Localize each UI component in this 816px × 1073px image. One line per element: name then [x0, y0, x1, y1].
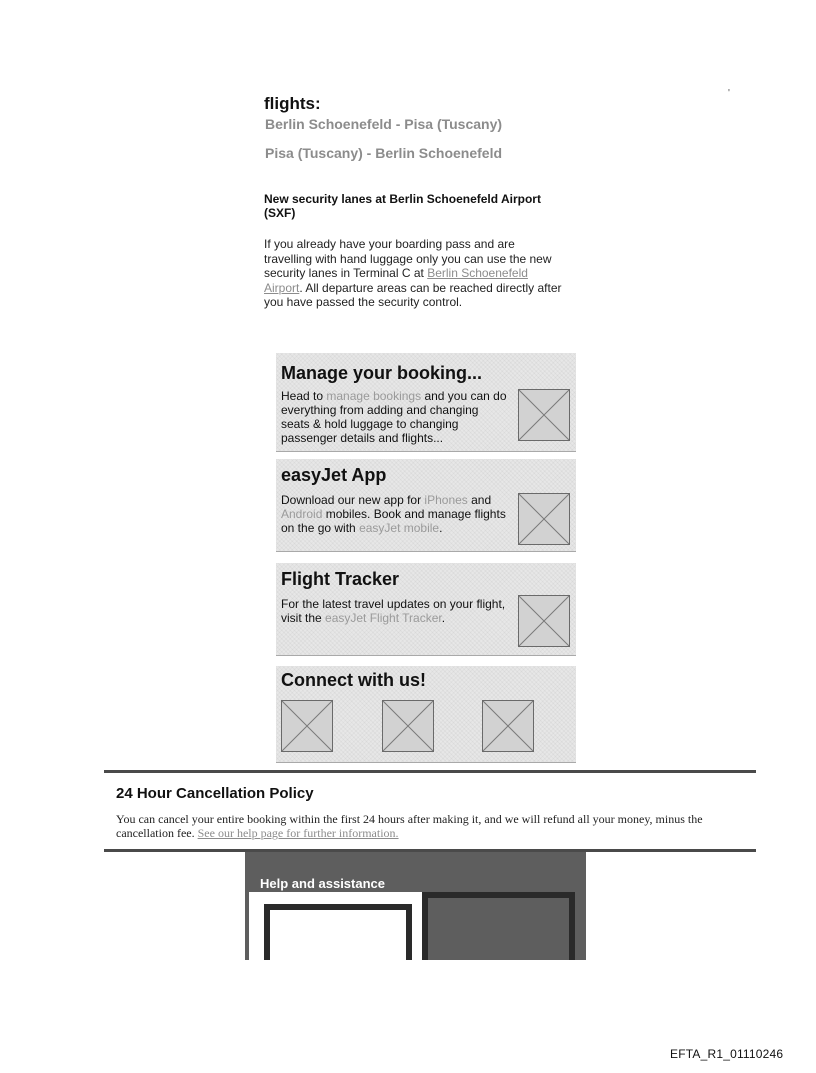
- flight-tracker-panel: [276, 563, 576, 656]
- flight-tracker-title: Flight Tracker: [281, 569, 400, 589]
- tracker-text-2: .: [441, 611, 446, 625]
- social-link-placeholder-icon[interactable]: [382, 700, 434, 752]
- iphones-link[interactable]: iPhones: [424, 493, 468, 507]
- document-id: EFTA_R1_01110246: [670, 1047, 784, 1061]
- cancellation-body: [116, 812, 744, 840]
- connect-title: Connect with us!: [281, 670, 426, 690]
- broken-image-placeholder-icon: [518, 389, 570, 441]
- airport-link[interactable]: Berlin Schoenefeld Airport: [264, 266, 528, 295]
- security-title: New security lanes at Berlin Schoenefeld Airport (SXF): [264, 192, 541, 220]
- connect-panel: [276, 666, 576, 763]
- cancellation-title: 24 Hour Cancellation Policy: [116, 785, 314, 802]
- app-text-3: mobiles. Book and manage flights on the go with: [281, 507, 506, 535]
- app-text-2: and: [467, 493, 492, 507]
- broken-image-placeholder-icon: [518, 493, 570, 545]
- flight-tracker-text: [281, 597, 509, 625]
- manage-text-2: and you can do everything from adding and changing seats & hold luggage to changing passenger details and flights...: [281, 389, 507, 445]
- flights-heading: flights:: [264, 94, 321, 113]
- cancellation-text: You can cancel your entire booking within the first 24 hours after making it, and we will refund all your money, minus the cancellation fee.: [116, 812, 703, 840]
- android-link[interactable]: Android: [281, 507, 323, 521]
- manage-text-1: Head to: [281, 389, 327, 403]
- app-text-4: .: [439, 521, 443, 535]
- help-title: Help and assistance: [260, 876, 385, 891]
- help-right-frame: [422, 892, 575, 960]
- social-link-placeholder-icon[interactable]: [482, 700, 534, 752]
- help-page-link[interactable]: See our help page for further information.: [197, 826, 399, 840]
- section-divider: [104, 770, 756, 773]
- route-return-link[interactable]: Pisa (Tuscany) - Berlin Schoenefeld: [265, 145, 503, 161]
- route-outbound-link[interactable]: Berlin Schoenefeld - Pisa (Tuscany): [265, 116, 503, 132]
- social-link-placeholder-icon[interactable]: [281, 700, 333, 752]
- help-left-area: [249, 892, 422, 960]
- security-body-text-1: If you already have your boarding pass and are travelling with hand luggage only you can use the new security lanes in Terminal C at: [264, 237, 552, 280]
- easyjet-app-title: easyJet App: [281, 465, 387, 485]
- app-text-1: Download our new app for: [281, 493, 425, 507]
- security-body-text-2: . All departure areas can be reached directly after you have passed the security control.: [264, 280, 562, 309]
- manage-booking-text: [281, 389, 509, 445]
- easyjet-app-panel: [276, 459, 576, 552]
- easyjet-app-text: [281, 493, 509, 535]
- easyjet-mobile-link[interactable]: easyJet mobile: [359, 521, 440, 535]
- manage-bookings-link[interactable]: manage bookings: [326, 389, 422, 403]
- manage-booking-title: Manage your booking...: [281, 363, 483, 383]
- flight-tracker-link[interactable]: easyJet Flight Tracker: [325, 611, 442, 625]
- broken-image-placeholder-icon: [518, 595, 570, 647]
- help-left-frame: [264, 904, 412, 960]
- security-body: [264, 237, 564, 310]
- manage-booking-panel: [276, 353, 576, 452]
- stray-mark: ': [728, 88, 730, 99]
- help-assistance-box: [245, 852, 586, 960]
- tracker-text-1: For the latest travel updates on your flight, visit the: [281, 597, 506, 625]
